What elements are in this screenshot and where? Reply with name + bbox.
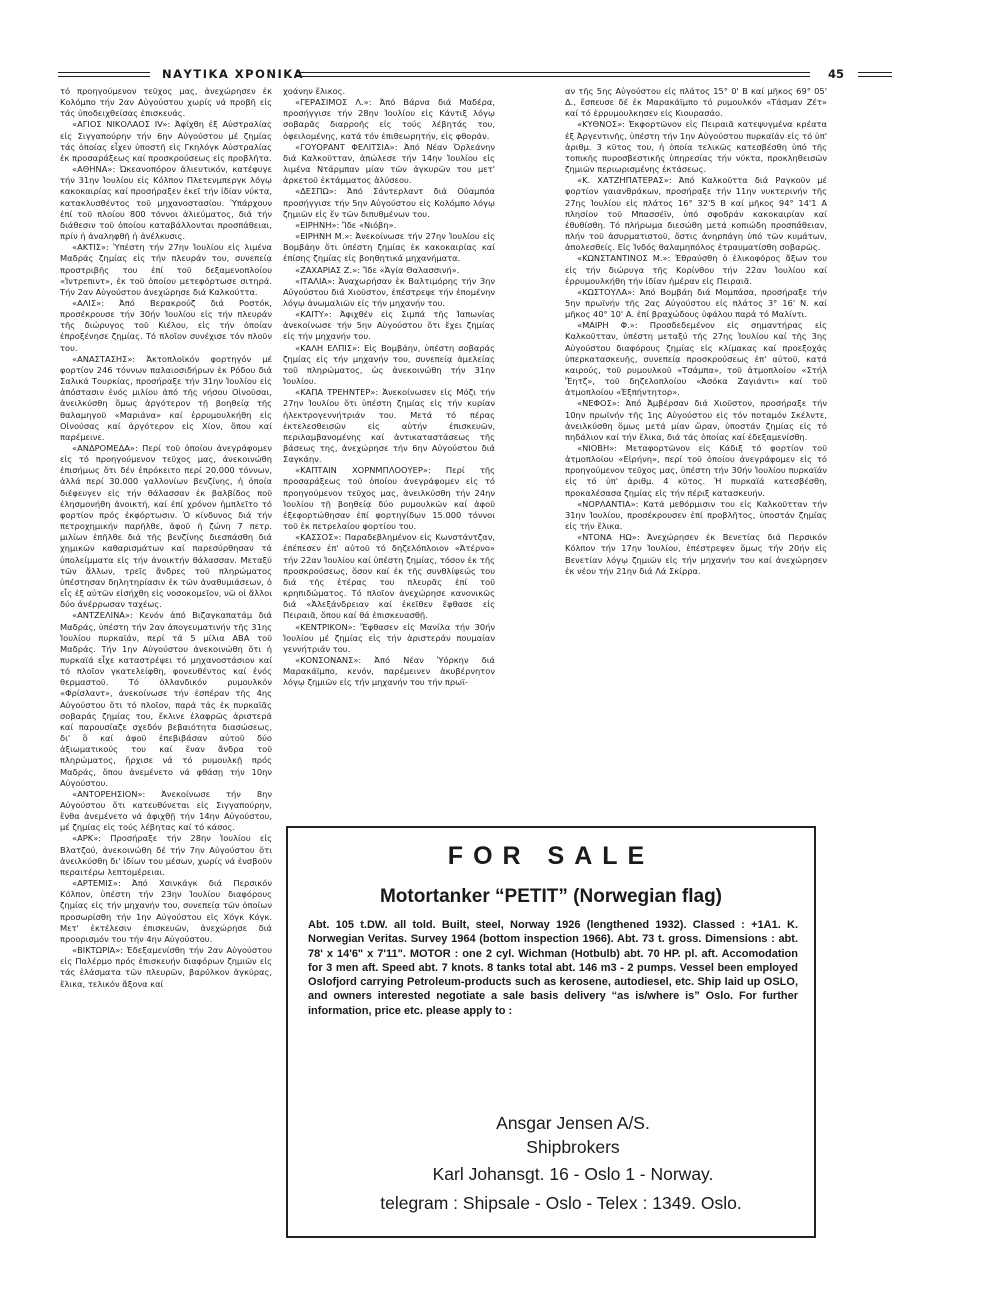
text-column-3 [565,86,827,806]
ad-heading: FOR SALE [447,842,655,870]
paragraph: «ΝΟΡΛΑΝΤΙΑ»: Κατά μεθόρμισιν του εἰς Καλκοῦτταν τήν 31ην Ἰουλίου, προσέκρουσεν ἐπί προβλῆτος, ὑποστάν ζημίας εἰς τήν ἕλικα. [565,498,827,532]
paragraph: χοάνην ἕλικος. [283,86,346,96]
for-sale-advertisement [286,826,816,1238]
ad-broker-name: Ansgar Jensen A/S. [496,1113,650,1133]
paragraph: «ΓΟΥΟΡΑΝΤ ΦΕΛΙΤΣΙΑ»: Ἀπό Νέαν Ὀρλεάνην διά Καλκοῦτταν, ἀπώλεσε τήν 14ην Ἰουλίου εἰς λιμένα Ντάρμπαν μίαν τῶν ἀγκυρῶν του μετ' ἀρκετοῦ ἐκτάμματος ἁλύσεου. [283,141,495,186]
text-column-1 [60,86,272,1266]
paragraph: «ΚΑΣΣΟΣ»: Παραδεβλημένον εἰς Κωνστάντζαν, ἐπέπεσεν ἐπ' αὐτοῦ τό δηζελόπλοιον «Ἀτέρνο» τήν 22αν Ἰουλίου καί ὑπέστη ζημίας, τόσον ἐκ τῆς προσκρούσεως, ὅσον καί ἐκ τῆς συνθλίψεώς του διά τῆς ἑτέρας του πλευρᾶς ἐπί τοῦ κρηπιδώματος. Τό πλοῖον ἀνεχώρησε κανονικῶς διά «Ἀλεξάνδρειαν καί ἐκεῖθεν ἔφθασε εἰς Πειραιᾶ, ὅπου καί θά ἐπισκευασθῇ. [283,532,495,621]
paragraph: «ΝΕΦΟΣ»: Ἀπό Ἀμβέρσαν διά Χιοῦστον, προσήραξε τήν 10ην πρωϊνήν τῆς 1ης Αὐγούστου εἰς τόν ποταμόν Σκέλντε, ἀνειλκύσθη ὅμως μετά μίαν ὥραν, ὑποστάν ζημίας εἰς τό πηδάλιον καί τήν ἕλικα, διά τάς ὁποίας καί ἐδεξαμενίσθη. [565,398,827,442]
paragraph: τό προηγούμενον τεῦχος μας, ἀνεχώρησεν ἐκ Κολόμπο τήν 2αν Αὐγούστου χωρίς νά προβῆ εἰς τάς ὑποδειχθείσας ἐπισκευάς. [60,86,272,119]
page-header [58,67,845,84]
paragraph: «ΚΑΠΤΑΙΝ ΧΟΡΝΜΠΛΟΟΥΕΡ»: Περί τῆς προσαράξεως τοῦ ὁποίου ἀνεγράφομεν εἰς τό προηγούμενον τεῦχος μας, ἀνειλκύσθη τήν 24ην Ἰουλίου τῇ βοηθείᾳ δύο ρυμουλκῶν καί ἀφοῦ ἐξεφορτώθησαν ἐπί φορτηγίδων 15.000 τόννοι τοῦ ἐκ πετρελαίου φορτίου του. [283,465,495,532]
paragraph: «ΙΤΑΛΙΑ»: Ἀναχωρήσαν ἐκ Βαλτιμόρης τήν 3ην Αὐγούστου διά Χιοῦστον, ἐπέστρεψε τήν ἑπομένην λόγῳ ἀνωμαλιῶν εἰς τήν μηχανήν του. [283,275,495,308]
ad-broker-title: Shipbrokers [526,1137,620,1157]
paragraph: «ΑΘΗΝΑ»: Ὠκεανοπόρον ἁλιευτικόν, κατέφυγε τήν 31ην Ἰουλίου εἰς Κόλπον Πλετενμπεργκ λόγῳ κακοκαιρίας καί προσήραξεν ἐκεῖ τήν ἰδίαν νύκτα, κατακλυσθέντος τοῦ μηχανοστασίου. Ὑπάρχουν ἐπί τοῦ πλοίου 800 τόννοι ἁλιεύματος, διά τήν διάθεσιν τοῦ ὁποίου καταβάλλονται προσπάθειαι, πρίν ἡ ἀναληφθῆ ἡ ἀνέλκυσις. [60,164,272,242]
paragraph: «ΚΑΠΑ ΤΡΕΗΝΤΕΡ»: Ἀνεκοίνωσεν εἰς Μόζι τήν 27ην Ἰουλίου ὅτι ὑπέστη ζημίας εἰς τήν κυρίαν ἠλεκτρογεννήτριάν του. Μετά τό πέρας ἐκτελεσθεισῶν εἰς αὐτήν ἐπισκευῶν, περιλαμβανομένης καί ἀντικαταστάσεως τῆς βάσεως της, ἀνεχώρησε τήν 6ην Αὐγούστου διά Σαγκάην. [283,387,495,465]
paragraph: «ΚΟΝΣΟΝΑΝΣ»: Ἀπό Νέαν Ὑόρκην διά Μαρακάϊμπο, κενόν, παρέμεινεν ἀκυβέρνητον λόγῳ ζημιῶν εἰς τήν μηχανήν του τήν πρωϊ- [283,654,495,688]
paragraph: «ΚΑΛΗ ΕΛΠΙΣ»: Εἰς Βομβάην, ὑπέστη σοβαράς ζημίας εἰς τήν μηχανήν του, συνεπείᾳ ἀμελείας τοῦ πληρώματος, ὡς ἀνεκοινώθη τήν 31ην Ἰουλίου. [283,342,495,387]
paragraph: «ΚΕΝΤΡΙΚΟΝ»: Ἔφθασεν εἰς Μανίλα τήν 30ήν Ἰουλίου μέ ζημίας εἰς τήν ἀριστεράν πουμαίαν γεννήτριάν του. [283,621,495,654]
paragraph: «ΕΙΡΗΝΗ»: Ἴδε «Νιόβη». [295,219,397,230]
ad-description: Abt. 105 t.DW. all told. Built, steel, Norway 1926 (lengthened 1932). Classed : +1A1. K. Norwegian Veritas. Survey 1964 (bottom inspection 1966). Abt. 73 t. gross. Dimensions : abt. 78' x 14'6" x 7'11". MOTOR : one 2 cyl. Wichman (Hotbulb) abt. 70 HP. pl. aft. Accomodation for 3 men aft. Speed abt. 7 knots. 8 tanks total abt. 146 m3 - 2 pumps. Vessel been employed Oslofjord carrying Petroleum-products such as kerosene, autodiesel, etc. Ship laid up OSLO, and owners interested negotiate a sale basis delivery “as is/where is” Oslo. For further information, price etc. please apply to : [308,919,798,1017]
paragraph: «ΚΑΙΤΥ»: Ἀφιχθέν εἰς Σιμπά τῆς Ἰαπωνίας ἀνεκοίνωσε τήν 5ην Αὐγούστου ὅτι ἔχει ζημίας εἰς τήν μηχανήν του. [283,309,495,342]
paragraph: «ΝΙΟΒΗ»: Μεταφορτῶνον εἰς Κάδιξ τό φορτίον τοῦ ἀτμοπλοίου «Εἰρήνη», περί τοῦ ὁποίου ἀνεγράφομεν εἰς τό προηγούμενον τεῦχος μας, ὑπέστη τήν 30ήν Ἰουλίου πυρκαϊάν εἰς τό ὑπ' ἀριθμ. 4 κῦτος. Ἡ πυρκαϊά κατεσβέσθη, προκαλέσασα ζημίας εἰς τήν πέριξ κατασκευήν. [565,443,827,498]
header-rule-left [58,72,150,77]
ad-vessel-name: Motortanker “PETIT” (Norwegian flag) [379,886,723,907]
paragraph: «ΝΤΟΝΑ ΗΩ»: Ἀνεχώρησεν ἐκ Βενετίας διά Περσικόν Κόλπον τήν 17ην Ἰουλίου, ἐπέστρεψεν ὅμως τήν 20ήν εἰς Βενετίαν λόγῳ ζημιῶν εἰς τήν μηχανήν του καί ἀνεχώρησεν ἐκ νέου τήν 21ην διά Λά Σκίρρα. [565,532,827,576]
text-column-2 [283,86,495,766]
paragraph: «ΑΛΙΣ»: Ἀπό Βερακρούζ διά Ροστόκ, προσέκρουσε τήν 30ήν Ἰουλίου εἰς τήν πλευράν τῆς διώρυγος τοῦ Κιέλου, εἰς τήν ὁποίαν ἐπροξένησε ζημίας. Τό πλοῖον συνέχισε τόν πλοῦν του. [60,297,272,353]
ad-telegram: telegram : Shipsale - Oslo - Telex : 1349. Oslo. [380,1193,742,1213]
paragraph: «ΑΝΤΖΕΛΙΝΑ»: Κενόν ἀπό Βιζαγκαπατάμ διά Μαδράς, ὑπέστη τήν 2αν ἀπογευματινήν τῆς 31ης Ἰουλίου πυρκαϊάν, περί τά 5 μίλια ΑΒΑ τοῦ Μαδράς. Τήν 1ην Αὐγούστου ἀνεκοινώθη ὅτι ἡ πυρκαϊά εἶχε καταστρέψει τό μηχανοστάσιον καί τό πλοῖον γκατελείφθη, φονευθέντος καί ἑνός θερμαστοῦ. Τό ὀλλανδικόν ρυμουλκόν «Φρίσλαντ», ἀνεκοίνωσε τήν ἑσπέραν τῆς 4ης Αὐγούστου ὅτι τό πλοῖον, παρά τάς ἐκ πυρκαϊᾶς σοβαράς ζημίας του, ἔκλινε ἐλαφρῶς ἀριστερά καί παρουσίαζε σχεδόν βεβαιότητα διασώσεως, δι' ὃ καί ἀφοῦ ἐπεβιβάσαν αὐτοῦ δύο ἀξιωματικούς του καί ἕναν ἄνδρα τοῦ πληρώματος, ἤρχισε νά τό ρυμουλκῇ πρός Μαδράς, ὅπου ἀνεμένετο νά φθάσῃ τήν 10ην Αὐγούστου. [60,610,272,788]
paragraph: «ΓΕΡΑΣΙΜΟΣ Λ.»: Ἀπό Βάρνα διά Μαδέρα, προσήγγισε τήν 28ην Ἰουλίου εἰς Κάντιξ λόγῳ σοβαρᾶς διαρροῆς εἰς τούς λέβητάς του, ὀφειλομένης, κατά τόν ἐπιθεωρητήν, εἰς φθοράν. [283,97,495,141]
paragraph: «ΔΕΣΠΩ»: Ἀπό Σάντερλαντ διά Ούαμπόα προσήγγισε τήν 5ην Αὐγούστου εἰς Κολόμπο λόγῳ ζημιῶν εἰς ἕν τῶν διπυθμένων του. [283,186,495,219]
paragraph: «ΚΩΣΤΟΥΛΑ»: Ἀπό Βομβάη διά Μομπάσα, προσήραξε τήν 5ην πρωϊνήν τῆς 2ας Αὐγούστου εἰς πλάτος 3° 16' Ν. καί μῆκος 40° 10' Α. ἐπί βραχώδους ὑφάλου παρά τό Μαλίντι. [565,286,827,320]
ad-address: Karl Johansgt. 16 - Oslo 1 - Norway. [432,1164,714,1184]
paragraph: «ΑΡΤΕΜΙΣ»: Ἀπό Χσινκάγκ διά Περσικόν Κόλπον, ὑπέστη τήν 23ην Ἰουλίου διαφόρους ζημίας εἰς τήν μηχανήν του, συνεπείᾳ τῶν ὁποίων προσωρίσθη τήν 1ην Αὐγούστου εἰς Χόγκ Κόγκ. Μετ' ἐκτέλεσιν ἐπισκευῶν, ἀνεχώρησε διά προορισμόν του τήν 4ην Αὐγούστου. [60,878,272,944]
paragraph: «ΑΚΤΙΣ»: Ὑπέστη τήν 27ην Ἰουλίου εἰς λιμένα Μαδράς ζημίας εἰς τήν πλευράν του, συνεπείᾳ προστριβῆς του ἐπί τοῦ δεξαμενοπλοίου «Ἰντρεπιντ», ἐκ τοῦ ὁποίου μετεφόρτωσε σιτηρά. Τήν 2αν Αὐγούστου ἀνεχώρησε διά Καλκούττα. [60,242,272,297]
paragraph: «ΒΙΚΤΩΡΙΑ»: Ἐδεξαμενίσθη τήν 2αν Αὐγούστου εἰς Παλέρμο πρός ἐπισκευήν διαφόρων ζημιῶν εἰς τάς ἐλάσματα τῶν πλευρῶν, βαρύλκον ἀγκύρας, ἕλικα, τελικόν ἄξονα καί [60,945,272,989]
header-rule-right [858,72,892,77]
paragraph: «ΑΝΑΣΤΑΣΗΣ»: Ἀκτοπλοϊκόν φορτηγόν μέ φορτίον 246 τόννων παλαιοσιδήρων ἐκ Ρόδου διά Σαλικά Τουρκίας, προσήραξε τήν 31ην Ἰουλίου εἰς ἀπόστασιν ἑνός μιλίου ἀπό τῆς νήσου Οἰνοῦσαι, ἀνειλκύσθη ὅμως ἀργότερον τῇ βοηθείᾳ τῆς θαλαμηγοῦ «Μαριάνα» καί ἐρρυμουλκήθη εἰς Οἰνούσας καί ἀργότερον εἰς Χίον, ὅπου καί παρέμεινε. [60,353,272,442]
paragraph: «ΕΙΡΗΝΗ Μ.»: Ἀνεκοίνωσε τήν 27ην Ἰουλίου εἰς Βομβάην ὅτι ὑπέστη ζημίας ἐκ κακοκαιρίας καί ἐπίσης ζημίας εἰς βοηθητικά μηχανήματα. [283,231,495,264]
paragraph: «Κ. ΧΑΤΖΗΠΑΤΕΡΑΣ»: Ἀπό Καλκοῦττα διά Ραγκοῦν μέ φορτίον γαιανθράκων, προσήραξε τήν 11ην νυκτερινήν τῆς 27ης Ἰουλίου εἰς πλάτος 16° 32'5 Β καί μῆκος 94° 14'1 Α πλησίον τοῦ Μπασσέϊν, ὑπό σφοδράν κακοκαιρίαν καί ἐθυθίσθη. Τό πλήρωμα διεσώθη μετά κοπιώδη προσπάθειαν, πλήν τοῦ ἀσυρματιστοῦ, ὅστις ἀνηρπάγη ὑπό τῶν κυμάτων, ἀπολεσθείς. Εἰς Ἰνδός θαλαμηπόλος ἐτραυματίσθη σοβαρῶς. [565,175,827,253]
header-rule-middle [296,72,810,77]
paragraph: «ΑΓΙΟΣ ΝΙΚΟΛΑΟΣ ΙV»: Ἀφίχθη ἐξ Αὐστραλίας εἰς Σιγγαπούρην τήν 6ην Αὐγούστου μέ ζημίας τάς ὁποίας εἶχεν ὑποστῆ εἰς Γκηλόγκ Αὐστραλίας ἐκ προσαράξεως καί προσκρούσεως εἰς προβλῆτα. [60,119,272,163]
paragraph: «ΑΝΔΡΟΜΕΔΑ»: Περί τοῦ ὁποίου ἀνεγράφομεν εἰς τό προηγούμενον τεῦχος μας, ἀνεκοινώθη ἐπισήμως ὅτι δέν ἐπρόκειτο περί 20.000 τόννων, ἀλλά περί 30.000 γαλλονίων βενζίνης, ἡ ὁποία διέφευγεν εἰς τήν θάλασσαν ἐκ βαλβίδος ποῦ ἐλησμονήθη ἀνοικτή, καί ἐπί χρόνον ἠμπλεῖτο τό φορτίον πρός ἐκφόρτωσιν. Ὁ κίνδυνος διά τήν πετροχημικήν παρῆλθε, ἀφοῦ ἡ ζώνη 7 πετρ. μιλίων ἐπῆλθε διά τῆς βενζίνης διεσπάσθη διά χημικῶν καθαρισμάτων καί παρεσύρθησαν τά ὑπολείμματα εἰς τήν ἀνοικτήν θάλασσαν. Μεταξύ τῶν ἄλλων, τρεῖς ἄνδρες τοῦ πληρώματος ὑπέστησαν δηλητηρίασιν ἐκ τῶν ἀναθυμιάσεων, ὁ εἷς ἐξ αὐτῶν εἰσήχθη εἰς νοσοκομεῖον, νῶ οἱ ἄλλοι δύο ἀνέρρωσαν ταχέως. [60,443,272,610]
journal-title: ΝΑΥΤΙΚΑ ΧΡΟΝΙΚΑ [162,67,305,81]
paragraph: «ΚΥΘΝΟΣ»: Ἐκφορτῶνον εἰς Πειραιᾶ κατεψυγμένα κρέατα ἐξ Ἀργεντινῆς, ὑπέστη τήν 1ην Αὐγούστου πυρκαϊάν εἰς τό ὑπ' ἀριθμ. 3 κῦτος του, ἡ ὁποία τελικῶς κατεσβέσθη ὑπό τῆς τοπικῆς πυροσβεστικῆς ὑπηρεσίας τήν νύκτα, προκληθεισῶν ζημιῶν περιωρισμένης ἐκτάσεως. [565,119,827,175]
paragraph: αν τῆς 5ης Αὐγούστου εἰς πλάτος 15° 0' Β καί μῆκος 69° 05' Δ., ἔσπευσε δέ ἐκ Μαρακάϊμπο τό ρυμουλκόν «Τάσμαν Ζέτ» καί τό ἐρρυμουλκησεν εἰς Κιουρασάο. [565,86,827,119]
paragraph: «ΑΡΚ»: Προσήραξε τήν 28ην Ἰουλίου εἰς Βλατζού, ἀνεκοινώθη δέ τήν 7ην Αὐγούστου ὅτι ἀνειλκύσθη δι' ἰδίων του μέσων, χωρίς νά ἐνσβοῦν περαιτέρω λεπτομέρειαι. [60,833,272,877]
page-number: 45 [828,67,845,81]
paragraph: «ΚΩΝΣΤΑΝΤΙΝΟΣ Μ.»: Ἐθραύσθη ὁ ἐλικοφόρος ἄξων του εἰς τήν διώρυγα τῆς Κορίνθου τήν 22αν Ἰουλίου καί ἐρρυμουλκήθη τήν ἰδίαν ἡμέραν εἰς Πειραιᾶ. [565,253,827,286]
paragraph: «ΜΑΙΡΗ Φ.»: Προσδεδεμένον εἰς σημαντήρας εἰς Καλκοῦτταν, ὑπέστη μεταξύ τῆς 27ης Ἰουλίου καί τῆς 3ης Αὐγούστου διαφόρους ζημίας εἰς κλίμακας καί προεξοχάς ὑπερκατασκευῆς, συνεπείᾳ προσκρούσεως ἐπ' αὐτοῦ, κατά καιρούς, τοῦ ρυμουλκοῦ «Τσάμπα», τοῦ ἀτμοπλοίου «Στήλ Ἔητζ», τοῦ δηζελοπλοίου «Ἀσόκα Ζαγιάντι» καί τοῦ ἀτμοπλοίου «Ἐξπήντητορ». [565,320,827,398]
paragraph: «ΖΑΧΑΡΙΑΣ Ζ.»: Ἴδε «Ἁγία Θαλασσινή». [295,264,460,275]
paragraph: «ΑΝΤΟΡΕΗΣΙΟΝ»: Ἀνεκοίνωσε τήν 8ην Αὐγούστου ὅτι κατευθύνεται εἰς Σιγγαπούρην, ἔνθα ἀνεμένετο νά ἀφιχθῇ τήν 14ην Αὐγούστου, μέ ζημίας εἰς τούς λέβητας καί τό κάσος. [60,788,272,833]
